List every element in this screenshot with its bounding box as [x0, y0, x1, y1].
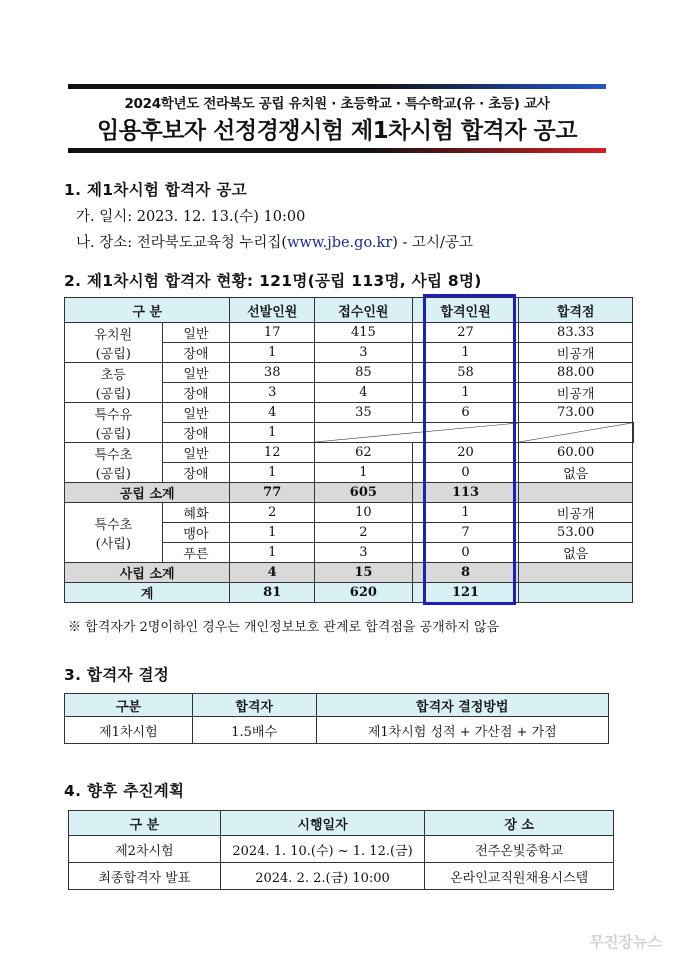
group-cell: 특수초 (공립): [65, 443, 163, 483]
subtotal-label: 사립 소계: [65, 563, 230, 583]
type-cell: 장애: [162, 423, 230, 443]
schedule-table: [68, 810, 614, 890]
group-cell: 특수초 (사립): [65, 503, 163, 563]
private-subtotal-row: [65, 563, 634, 583]
date-label: 가. 일시:: [76, 209, 133, 225]
selected-cell: 77: [230, 483, 315, 503]
section3-heading: 3. 합격자 결정: [64, 666, 170, 684]
selected-cell: 81: [230, 583, 315, 603]
place-cell: 온라인교직원채용시스템: [425, 863, 614, 890]
category-cell: 제2차시험: [69, 836, 221, 863]
applied-cell: 2: [315, 523, 413, 543]
passed-cell: 0: [412, 543, 519, 563]
date-value: 2023. 12. 13.(수) 10:00: [136, 209, 306, 225]
score-cell: [519, 563, 633, 583]
header-date: 시행일자: [220, 811, 425, 836]
table-row: [65, 403, 634, 423]
selected-cell: 3: [230, 383, 315, 403]
header-selected: 선발인원: [230, 298, 315, 323]
applied-cell: 85: [315, 363, 413, 383]
passed-cell: 27: [412, 323, 519, 343]
table-row: [69, 836, 614, 863]
selected-cell: 4: [230, 563, 315, 583]
category-cell: 제1차시험: [65, 717, 193, 744]
method-cell: 제1차시험 성적 + 가산점 + 가점: [316, 717, 608, 744]
results-table: [64, 297, 634, 603]
passed-column-highlight: [423, 294, 516, 605]
document-title: 임용후보자 선정경쟁시험 제1차시험 합격자 공고: [97, 118, 577, 144]
type-cell: 장애: [162, 343, 230, 363]
title-bottom-bar: [68, 148, 606, 153]
passed-cell: 1: [412, 383, 519, 403]
selected-cell: 1: [230, 423, 315, 443]
selected-cell: 1: [230, 463, 315, 483]
header-score: 합격점: [519, 298, 633, 323]
news-watermark: 무진장뉴스: [589, 933, 662, 951]
header-method: 합격자 결정방법: [316, 694, 608, 717]
decision-table: [64, 693, 609, 744]
passed-cell: 1: [412, 343, 519, 363]
selected-cell: 1: [230, 543, 315, 563]
score-cell: 83.33: [519, 323, 633, 343]
total-row: [65, 583, 634, 603]
header-passed: 합격인원: [412, 298, 519, 323]
place-label: 나. 장소:: [76, 235, 133, 251]
applied-cell: 4: [315, 383, 413, 403]
table-row: [69, 863, 614, 890]
selected-cell: 17: [230, 323, 315, 343]
type-cell: 푸른: [162, 543, 230, 563]
table-row: [65, 323, 634, 343]
type-cell: 맹아: [162, 523, 230, 543]
section2-heading: 2. 제1차시험 합격자 현황: 121명(공립 113명, 사립 8명): [64, 272, 482, 290]
applied-cell: 620: [315, 583, 413, 603]
applied-cell: 1: [315, 463, 413, 483]
type-cell: 장애: [162, 383, 230, 403]
applied-cell: 605: [315, 483, 413, 503]
date-cell: 2024. 2. 2.(금) 10:00: [220, 863, 425, 890]
group-cell: 초등 (공립): [65, 363, 163, 403]
header-category: 구 분: [69, 811, 221, 836]
place-value: 전라북도교육청 누리집(: [136, 235, 288, 251]
type-cell: 장애: [162, 463, 230, 483]
type-cell: 일반: [162, 403, 230, 423]
passed-cell: 121: [412, 583, 519, 603]
selected-cell: 38: [230, 363, 315, 383]
passed-cell: 20: [412, 443, 519, 463]
score-cell: 73.00: [519, 403, 633, 423]
applied-cell: 3: [315, 543, 413, 563]
schedule-header-row: [69, 811, 614, 836]
applied-cell: 10: [315, 503, 413, 523]
passed-cell: 1: [412, 503, 519, 523]
date-line: [76, 205, 305, 226]
passed-cell: 113: [412, 483, 519, 503]
header-passers: 합격자: [192, 694, 316, 717]
score-cell: 없음: [519, 463, 633, 483]
place-cell: 전주온빛중학교: [425, 836, 614, 863]
passed-cell: 58: [412, 363, 519, 383]
applied-cell: 62: [315, 443, 413, 463]
table-row: [65, 443, 634, 463]
score-disclosure-note: ※ 합격자가 2명이하인 경우는 개인정보보호 관계로 합격점을 공개하지 않음: [68, 620, 500, 635]
passed-cell: 7: [412, 523, 519, 543]
header-category: 구분: [65, 694, 193, 717]
header-applied: 접수인원: [315, 298, 413, 323]
place-suffix: ) - 고시/공고: [392, 235, 473, 251]
group-cell: 특수유 (공립): [65, 403, 163, 443]
type-cell: 일반: [162, 443, 230, 463]
type-cell: 혜화: [162, 503, 230, 523]
applied-cell: 3: [315, 343, 413, 363]
header-place: 장 소: [425, 811, 614, 836]
score-cell: 53.00: [519, 523, 633, 543]
applied-cell: 15: [315, 563, 413, 583]
selected-cell: 12: [230, 443, 315, 463]
score-cell: 비공개: [519, 503, 633, 523]
section1-heading: 1. 제1차시험 합격자 공고: [64, 181, 247, 199]
passed-cell: 0: [412, 463, 519, 483]
table-row: [65, 503, 634, 523]
table-row: [65, 717, 609, 744]
score-cell: 88.00: [519, 363, 633, 383]
date-cell: 2024. 1. 10.(수) ~ 1. 12.(금): [220, 836, 425, 863]
document-subtitle: 2024학년도 전라북도 공립 유치원 · 초등학교 · 특수학교(유 · 초등) 교사: [124, 96, 550, 112]
title-box: [68, 84, 606, 153]
title-top-bar: [68, 84, 606, 89]
table-row: [65, 363, 634, 383]
score-cell: 비공개: [519, 343, 633, 363]
selected-cell: 4: [230, 403, 315, 423]
subtotal-label: 공립 소계: [65, 483, 230, 503]
empty-diagonal-cell: [519, 423, 633, 443]
applied-cell: 35: [315, 403, 413, 423]
group-cell: 유치원 (공립): [65, 323, 163, 363]
score-cell: [633, 423, 634, 443]
selected-cell: 1: [230, 343, 315, 363]
selected-cell: 1: [230, 523, 315, 543]
place-line: [76, 231, 473, 252]
passers-cell: 1.5배수: [192, 717, 316, 744]
total-label: 계: [65, 583, 230, 603]
type-cell: 일반: [162, 323, 230, 343]
score-cell: 없음: [519, 543, 633, 563]
selected-cell: 2: [230, 503, 315, 523]
score-cell: [519, 583, 633, 603]
section4-heading: 4. 향후 추진계획: [64, 782, 185, 800]
passed-cell: 8: [412, 563, 519, 583]
decision-header-row: [65, 694, 609, 717]
passed-cell: 6: [412, 403, 519, 423]
score-cell: 비공개: [519, 383, 633, 403]
header-category: 구 분: [65, 298, 230, 323]
type-cell: 일반: [162, 363, 230, 383]
results-header-row: [65, 298, 634, 323]
place-url-link[interactable]: www.jbe.go.kr: [287, 235, 393, 251]
score-cell: 60.00: [519, 443, 633, 463]
category-cell: 최종합격자 발표: [69, 863, 221, 890]
public-subtotal-row: [65, 483, 634, 503]
score-cell: [519, 483, 633, 503]
applied-cell: 415: [315, 323, 413, 343]
